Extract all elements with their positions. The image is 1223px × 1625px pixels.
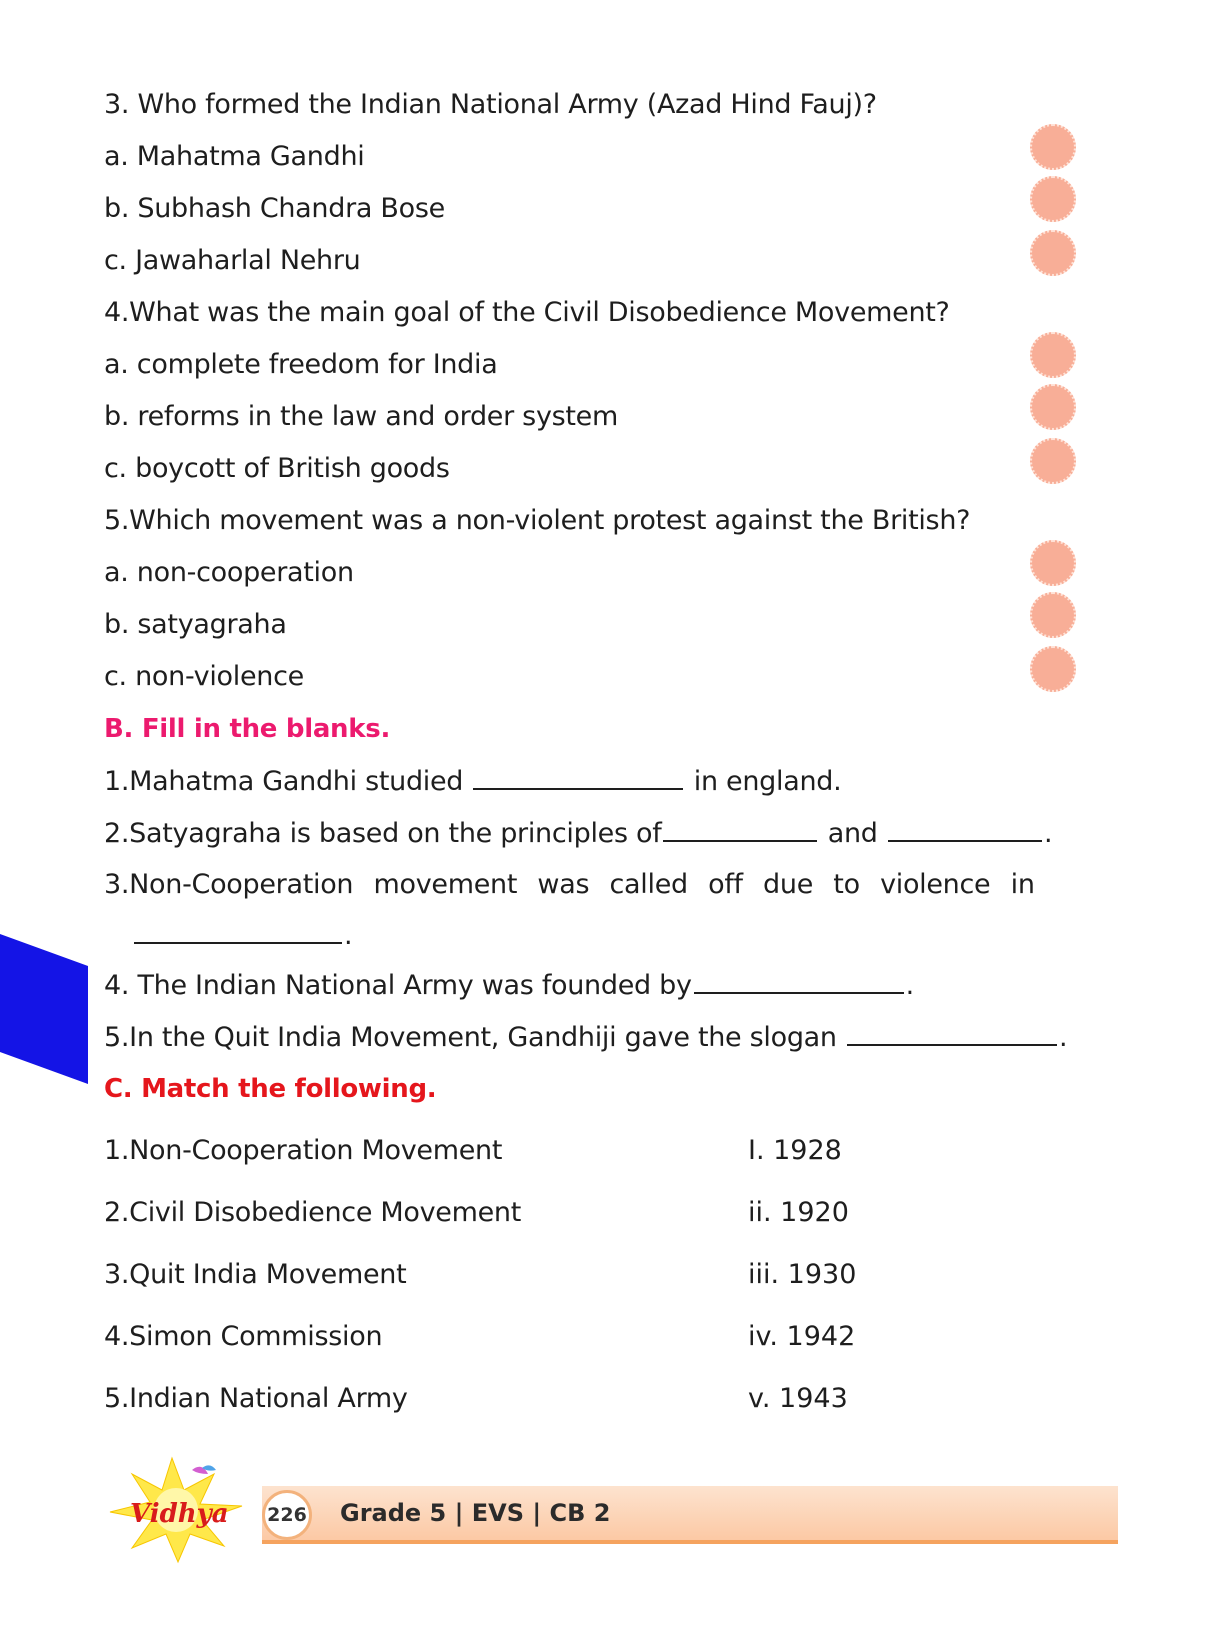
vidhya-logo [92, 1454, 262, 1564]
question-5: 5.Which movement was a non-violent protest against the British? [104, 505, 971, 536]
fill-question-5 [104, 1020, 1067, 1055]
match-left-3: 3.Quit India Movement [104, 1259, 407, 1290]
option-5c: c. non-violence [104, 661, 304, 692]
fill-question-3: 3.Non-Cooperation movement was called off due to violence in [104, 869, 1035, 900]
match-right-3: iii. 1930 [748, 1259, 857, 1290]
match-right-4: iv. 1942 [748, 1321, 856, 1352]
fill-3-period: . [344, 920, 353, 951]
match-left-1: 1.Non-Cooperation Movement [104, 1135, 503, 1166]
answer-bubble-5c[interactable] [1030, 646, 1076, 692]
fill-blanks-heading: B. Fill in the blanks. [104, 714, 391, 744]
answer-bubble-4a[interactable] [1030, 332, 1076, 378]
match-left-4: 4.Simon Commission [104, 1321, 383, 1352]
footer-bar-edge [262, 1540, 1118, 1544]
fill-5-text: 5.In the Quit India Movement, Gandhiji gave the slogan [104, 1022, 837, 1053]
match-left-2: 2.Civil Disobedience Movement [104, 1197, 522, 1228]
match-left-5: 5.Indian National Army [104, 1383, 408, 1414]
option-4a: a. complete freedom for India [104, 349, 498, 380]
fill-1-text: 1.Mahatma Gandhi studied [104, 766, 464, 797]
option-3a: a. Mahatma Gandhi [104, 141, 365, 172]
match-heading: C. Match the following. [104, 1074, 437, 1104]
fill-5-period: . [1059, 1022, 1068, 1053]
fill-question-1 [104, 764, 841, 799]
fill-2-blank-2[interactable] [888, 816, 1042, 842]
fill-question-2 [104, 816, 1052, 851]
option-4b: b. reforms in the law and order system [104, 401, 618, 432]
fill-1-blank[interactable] [473, 764, 683, 790]
fill-2-period: . [1043, 818, 1053, 849]
fill-question-4 [104, 968, 914, 1003]
fill-4-blank[interactable] [694, 968, 904, 994]
fill-2-blank-1[interactable] [663, 816, 817, 842]
fill-2-text: 2.Satyagraha is based on the principles of [104, 818, 662, 849]
logo-text: Vidhya [130, 1499, 229, 1529]
fill-4-text: 4. The Indian National Army was founded by [104, 970, 692, 1001]
fill-4-period: . [905, 970, 914, 1001]
fill-3-blank[interactable] [134, 918, 342, 944]
answer-bubble-5a[interactable] [1030, 540, 1076, 586]
answer-bubble-3b[interactable] [1030, 176, 1076, 222]
match-right-1: I. 1928 [748, 1135, 842, 1166]
option-5a: a. non-cooperation [104, 557, 354, 588]
option-3c: c. Jawaharlal Nehru [104, 245, 361, 276]
answer-bubble-5b[interactable] [1030, 592, 1076, 638]
option-3b: b. Subhash Chandra Bose [104, 193, 445, 224]
question-3: 3. Who formed the Indian National Army (Azad Hind Fauj)? [104, 89, 877, 120]
option-5b: b. satyagraha [104, 609, 287, 640]
fill-question-3-cont [132, 918, 352, 953]
fill-5-blank[interactable] [847, 1020, 1057, 1046]
match-right-2: ii. 1920 [748, 1197, 849, 1228]
fill-1-suffix: in england. [693, 766, 842, 797]
answer-bubble-4b[interactable] [1030, 384, 1076, 430]
answer-bubble-3c[interactable] [1030, 230, 1076, 276]
question-4: 4.What was the main goal of the Civil Disobedience Movement? [104, 297, 950, 328]
match-right-5: v. 1943 [748, 1383, 848, 1414]
page-edge-tab [0, 934, 88, 1084]
answer-bubble-3a[interactable] [1030, 124, 1076, 170]
footer-course-info: Grade 5 | EVS | CB 2 [340, 1499, 611, 1527]
page-number: 226 [262, 1490, 312, 1540]
option-4c: c. boycott of British goods [104, 453, 450, 484]
fill-2-and: and [827, 818, 878, 849]
answer-bubble-4c[interactable] [1030, 438, 1076, 484]
